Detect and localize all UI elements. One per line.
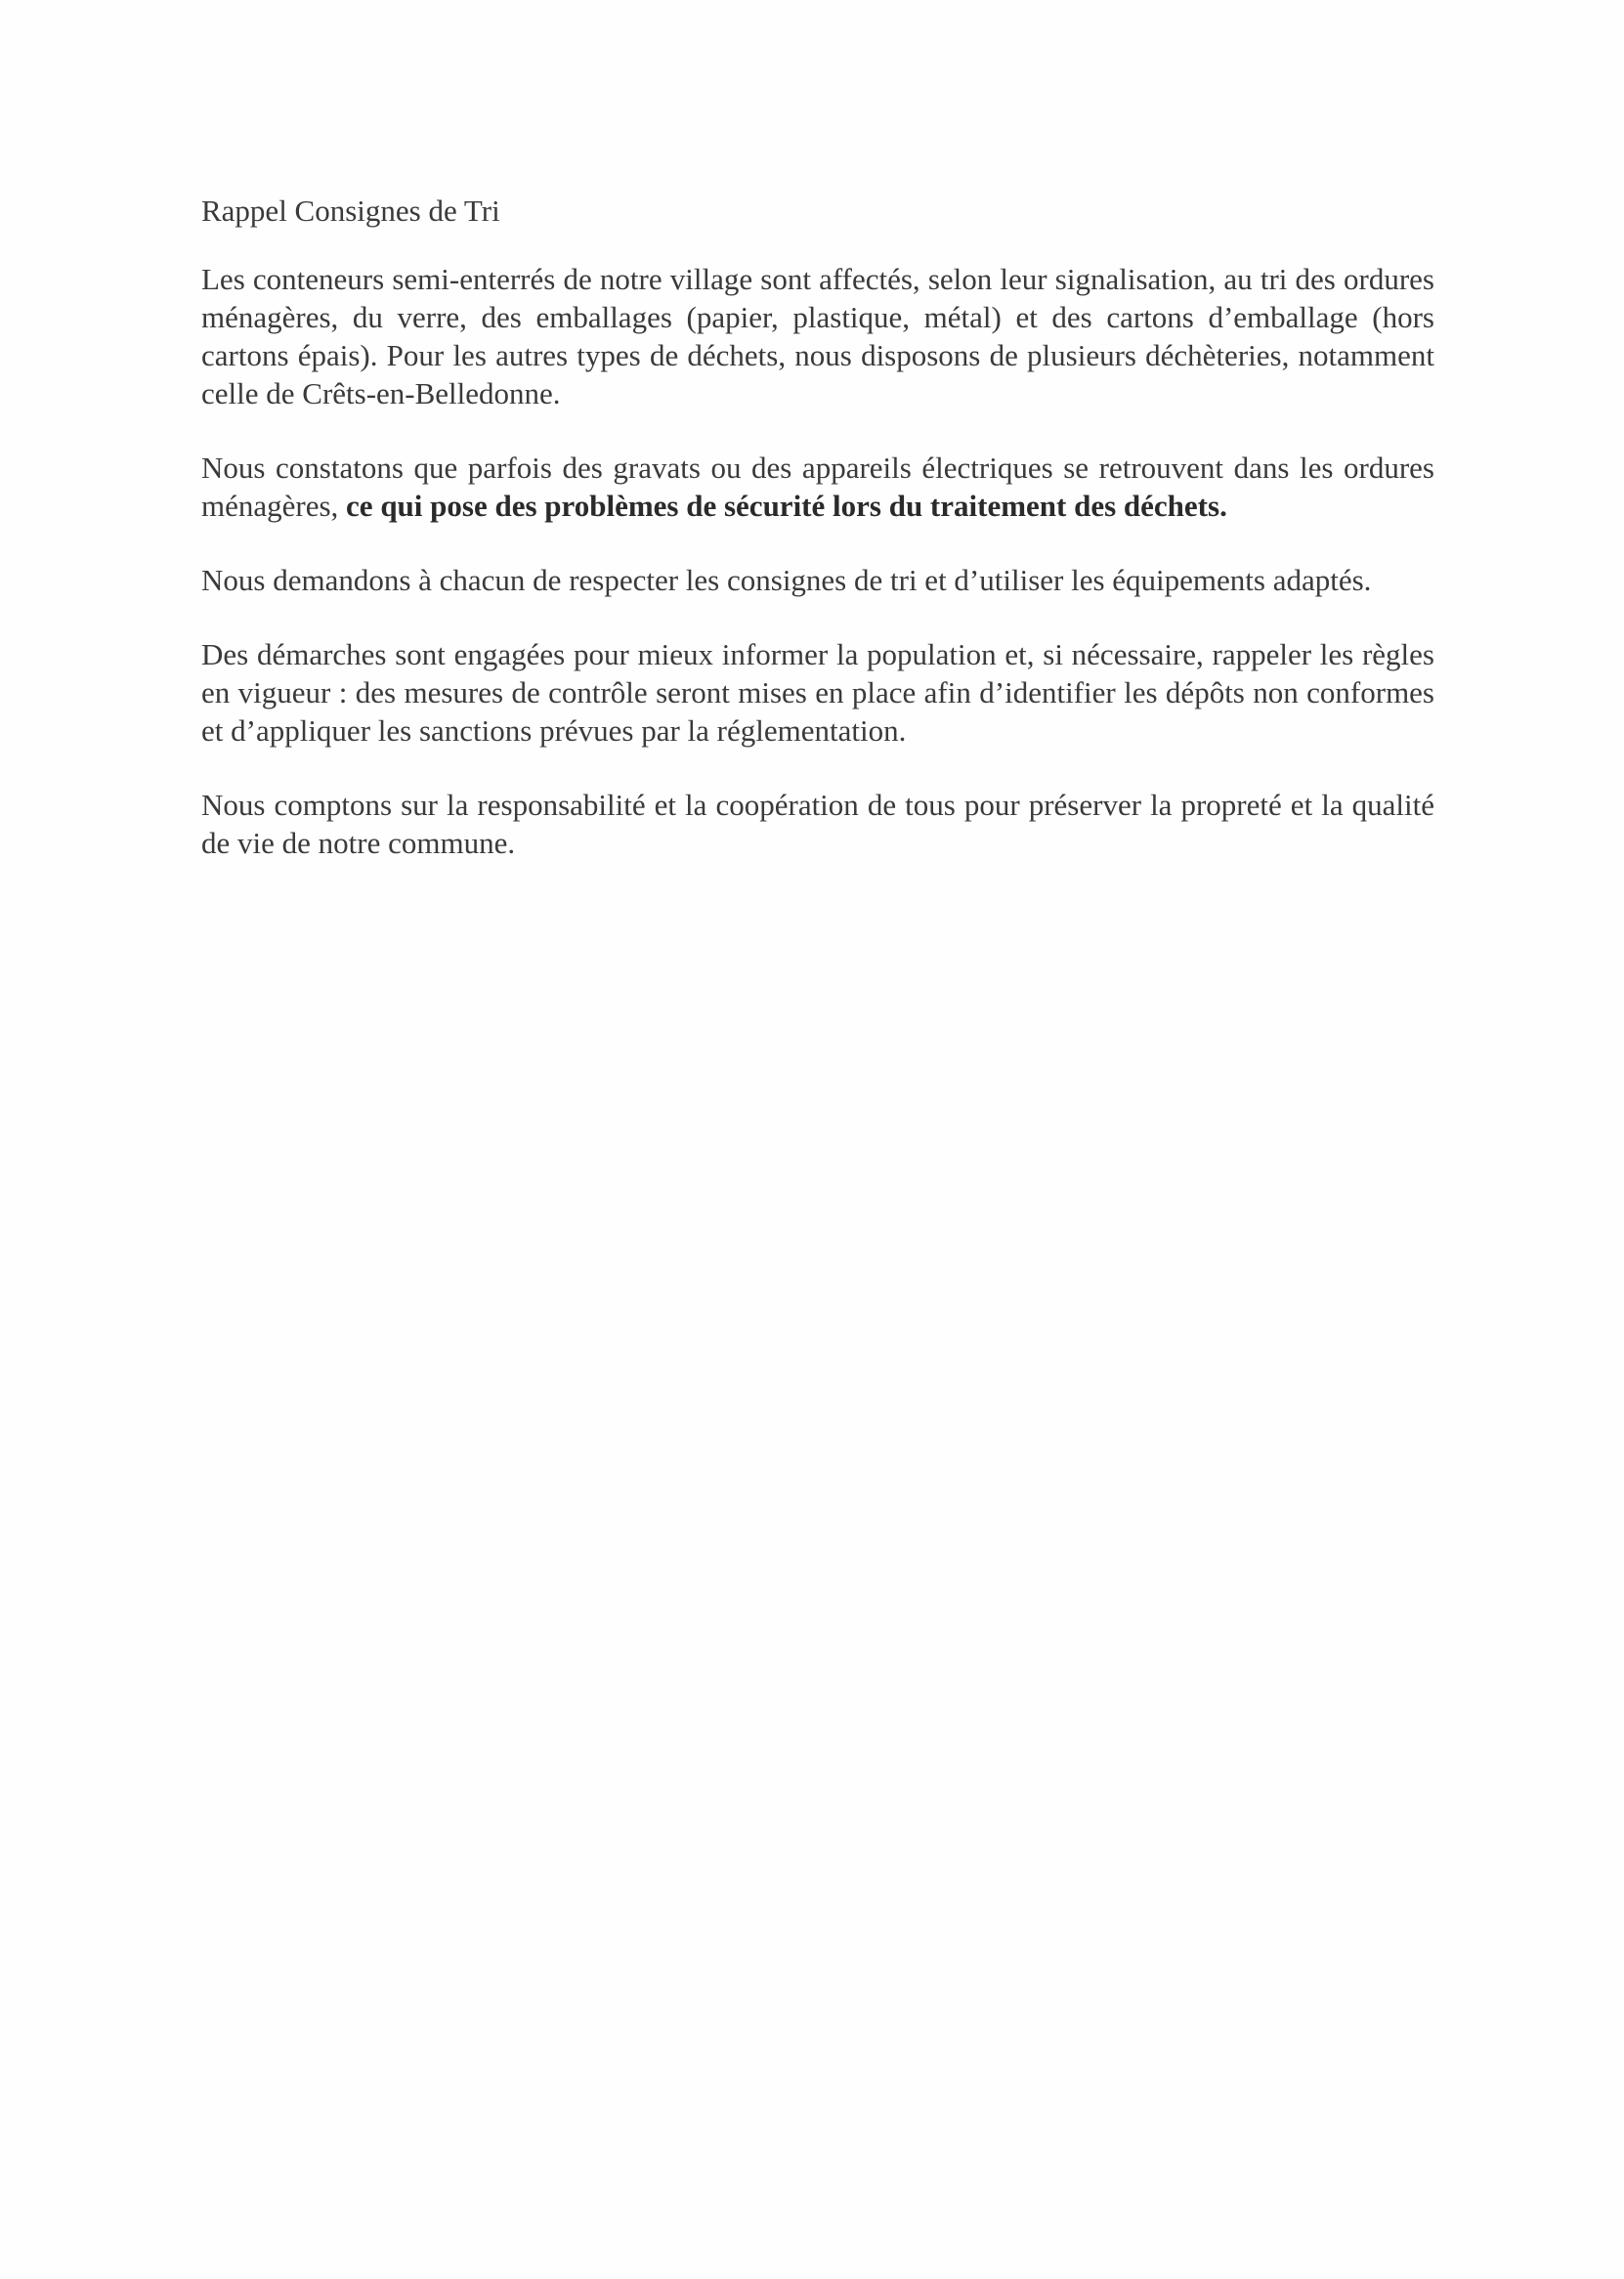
paragraph-safety-text: Nous constatons que parfois des gravats ou des appareils électriques se retrouvent dans les ordures ménagères, xyxy=(201,451,1434,523)
paragraph-measures: Des démarches sont engagées pour mieux informer la population et, si nécessaire, rappeler les règles en vigueur : des mesures de contrôle seront mises en place afin d’identifier les dépôts non conformes et d’appliquer les sanctions prévues par la réglementation. xyxy=(201,637,1434,748)
paragraph-containers: Les conteneurs semi-enterrés de notre village sont affectés, selon leur signalisation, au tri des ordures ménagères, du verre, des emballages (papier, plastique, métal) et des cartons d’emballage (hors cartons épais). Pour les autres types de déchets, nous disposons de plusieurs déchèteries, notamment celle de Crêts-en-Belledonne. xyxy=(201,262,1434,410)
document-title: Rappel Consignes de Tri xyxy=(201,194,500,228)
paragraph-safety xyxy=(201,449,1434,525)
paragraph-safety-emphasis: ce qui pose des problèmes de sécurité lors du traitement des déchets. xyxy=(346,489,1227,523)
document-body xyxy=(201,192,1434,898)
paragraph-closing: Nous comptons sur la responsabilité et la coopération de tous pour préserver la propreté et la qualité de vie de notre commune. xyxy=(201,788,1434,860)
paragraph-request: Nous demandons à chacun de respecter les consignes de tri et d’utiliser les équipements adaptés. xyxy=(201,563,1372,597)
